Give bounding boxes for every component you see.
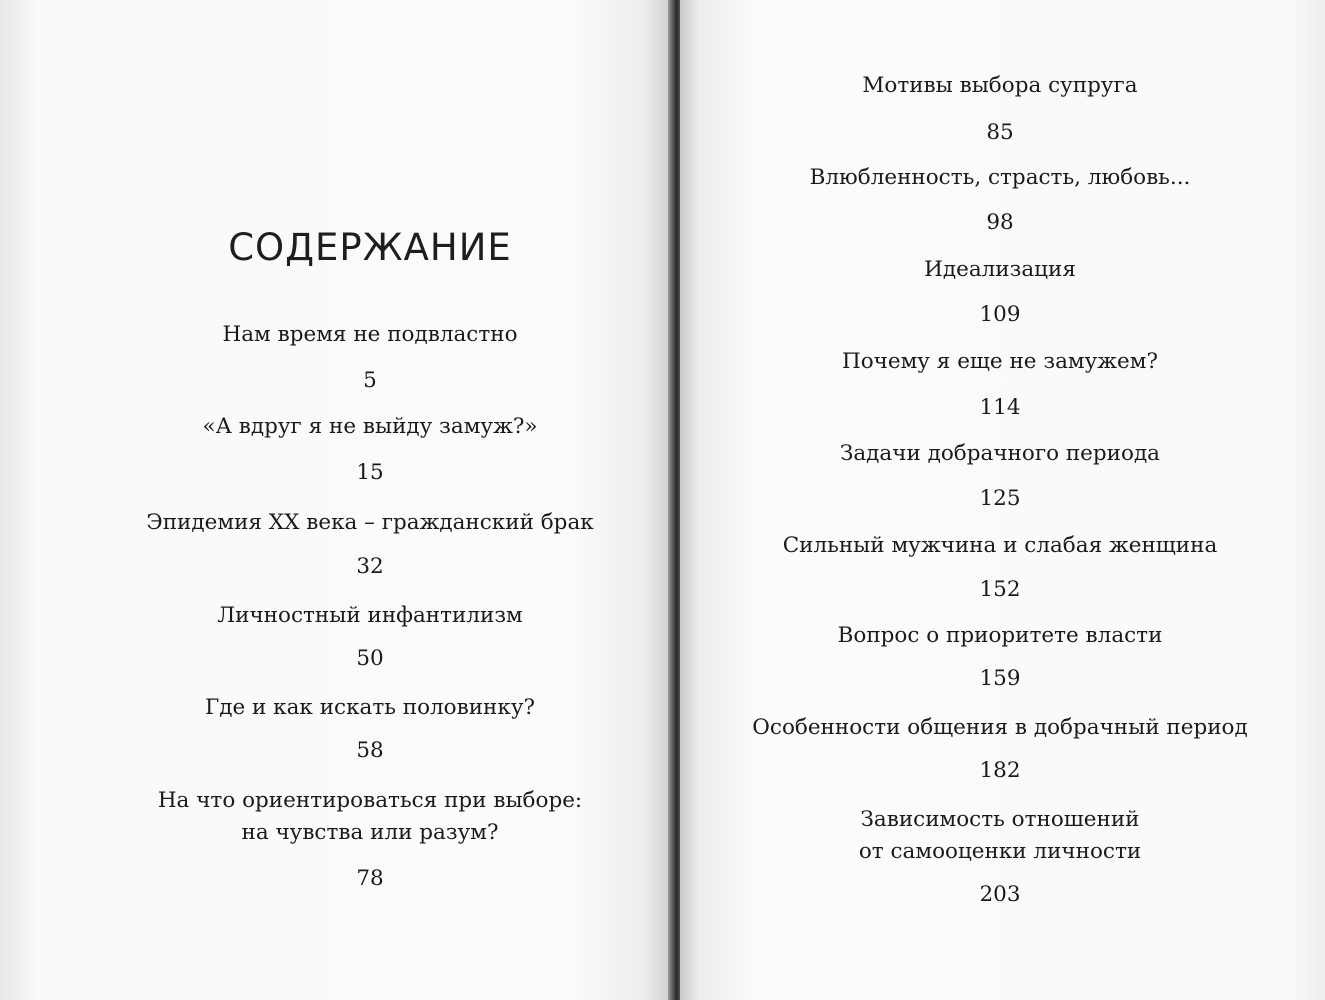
toc-entry-title: Идеализация <box>924 257 1076 282</box>
toc-entry-title: Зависимость отношений <box>860 807 1140 832</box>
right-page <box>680 0 1325 1000</box>
toc-entry-title: Нам время не подвластно <box>222 322 518 347</box>
toc-entry-page: 152 <box>979 577 1021 602</box>
toc-entry-title-continued: на чувства или разум? <box>241 820 499 845</box>
toc-entry-page: 5 <box>363 368 377 393</box>
toc-entry-title: Эпидемия XX века – гражданский брак <box>146 510 594 535</box>
toc-entry-page: 58 <box>356 738 384 763</box>
toc-entry-page: 114 <box>979 395 1021 420</box>
contents-heading: СОДЕРЖАНИЕ <box>228 226 512 269</box>
toc-entry-title: Задачи добрачного периода <box>839 441 1161 466</box>
toc-entry-title: Мотивы выбора супруга <box>862 73 1138 98</box>
toc-entry-title: Почему я еще не замужем? <box>841 349 1159 374</box>
toc-entry-page: 85 <box>986 120 1014 145</box>
toc-entry-page: 15 <box>356 460 384 485</box>
toc-entry-page: 78 <box>356 866 384 891</box>
toc-entry-title-continued: от самооценки личности <box>858 839 1142 864</box>
toc-entry-page: 50 <box>356 646 384 671</box>
toc-entry-title: Где и как искать половинку? <box>204 695 536 720</box>
toc-entry-title: Влюбленность, страсть, любовь... <box>809 165 1191 190</box>
toc-entry-page: 32 <box>356 554 384 579</box>
toc-entry-title: На что ориентироваться при выборе: <box>157 788 583 813</box>
toc-entry-title: Сильный мужчина и слабая женщина <box>782 533 1218 558</box>
toc-entry-page: 159 <box>979 666 1021 691</box>
toc-entry-title: Вопрос о приоритете власти <box>837 623 1163 648</box>
toc-entry-title: «А вдруг я не выйду замуж?» <box>202 414 538 439</box>
toc-entry-page: 98 <box>986 210 1014 235</box>
toc-entry-title: Личностный инфантилизм <box>217 603 523 628</box>
toc-entry-page: 203 <box>979 882 1021 907</box>
toc-entry-page: 125 <box>979 486 1021 511</box>
toc-entry-page: 109 <box>979 302 1021 327</box>
toc-entry-title: Особенности общения в добрачный период <box>752 715 1248 740</box>
toc-entry-page: 182 <box>979 758 1021 783</box>
